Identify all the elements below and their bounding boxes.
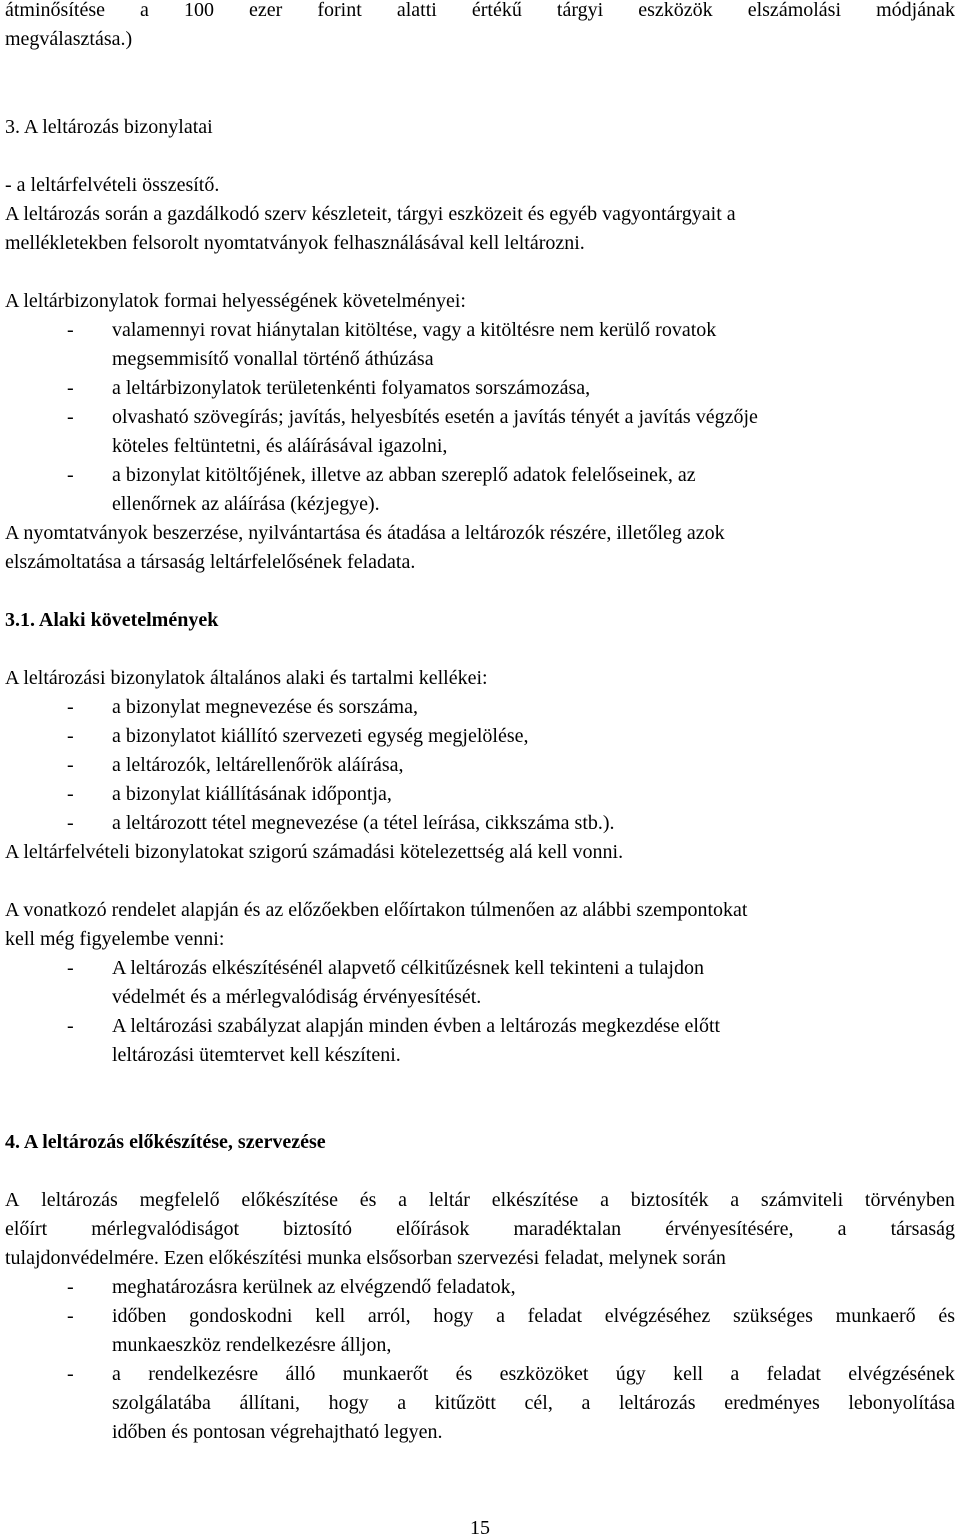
word: a — [730, 1189, 740, 1211]
word: a — [140, 0, 149, 21]
word: biztosíték — [630, 1189, 709, 1211]
list-item — [112, 1304, 955, 1328]
word: értékű — [471, 0, 522, 21]
word: a — [837, 1218, 847, 1240]
word: forint — [317, 0, 362, 21]
word: feladat — [766, 1363, 821, 1385]
list-item: meghatározásra kerülnek az elvégzendő feladatok, — [112, 1276, 516, 1298]
word: ezer — [249, 0, 283, 21]
req-1-line-1: valamennyi rovat hiánytalan kitöltése, vagy a kitöltésre nem kerülő rovatok — [112, 319, 717, 341]
word: érvényesítésére, — [665, 1218, 794, 1240]
item-dash: - — [67, 1363, 74, 1385]
list-item: A leltározás elkészítésénél alapvető célkitűzésnek kell tekinteni a tulajdon — [112, 957, 704, 979]
item-dash: - — [67, 1305, 74, 1327]
list-item: a bizonylatot kiállító szervezeti egység megjelölése, — [112, 725, 529, 747]
list-item — [112, 1362, 955, 1386]
word: számviteli — [760, 1189, 844, 1211]
page-number: 15 — [470, 1517, 490, 1539]
word: a — [600, 1189, 609, 1211]
item-dash: - — [67, 783, 74, 805]
req-1-dash: - — [67, 319, 74, 341]
word: a — [730, 1363, 740, 1385]
req-1-line-2: megsemmisítő vonallal történő áthúzása — [112, 348, 434, 370]
word: eszközök — [638, 0, 713, 21]
word: átminősítése — [5, 0, 105, 21]
item-dash: - — [67, 957, 74, 979]
word: 100 — [183, 0, 214, 21]
req-3-dash: - — [67, 406, 74, 428]
section-3-paragraph-line-1: A leltározás során a gazdálkodó szerv készleteit, tárgyi eszközeit és egyéb vagyontárgyait a — [5, 203, 736, 225]
list-item: védelmét és a mérlegvalódiság érvényesítését. — [112, 986, 482, 1008]
req-2-line-1: a leltárbizonylatok területenkénti folyamatos sorszámozása, — [112, 377, 591, 399]
word: előírt — [5, 1218, 48, 1240]
word: úgy — [615, 1363, 646, 1385]
item-dash: - — [67, 812, 74, 834]
req-4-line-1: a bizonylat kitöltőjének, illetve az abban szereplő adatok felelőseinek, az — [112, 464, 696, 486]
word: biztosító — [283, 1218, 352, 1240]
word: előkészítése — [241, 1189, 338, 1211]
word: társaság — [890, 1218, 955, 1240]
top-line-2: megválasztása.) — [5, 28, 133, 50]
req-2-dash: - — [67, 377, 74, 399]
word: és — [455, 1363, 473, 1385]
word: alatti — [396, 0, 437, 21]
list-item: A leltározási szabályzat alapján minden évben a leltározás megkezdése előtt — [112, 1015, 721, 1037]
after-requirements-line-1: A nyomtatványok beszerzése, nyilvántartása és átadása a leltározók részére, illetőleg azok — [5, 522, 725, 544]
word: és — [938, 1305, 955, 1327]
req-3-line-1: olvasható szövegírás; javítás, helyesbítés esetén a javítás tényét a javítás végzője — [112, 406, 758, 428]
list-item — [112, 1391, 955, 1415]
section-3-1-paragraph-line-2: kell még figyelembe venni: — [5, 928, 225, 950]
word: leltározás — [618, 1392, 696, 1414]
word: eszközöket — [499, 1363, 589, 1385]
word: szolgálatába — [112, 1392, 211, 1414]
section-3-1-intro: A leltározási bizonylatok általános alaki és tartalmi kellékei: — [5, 667, 488, 689]
section-3-heading: 3. A leltározás bizonylatai — [5, 116, 213, 138]
word: a — [398, 1189, 408, 1211]
section-3-1-closing: A leltárfelvételi bizonylatokat szigorú számadási kötelezettség alá kell vonni. — [5, 841, 624, 863]
word: törvényben — [864, 1189, 955, 1211]
word: mérlegvalódiságot — [91, 1218, 240, 1240]
word: tárgyi — [556, 0, 604, 21]
word: elkészítése — [491, 1189, 579, 1211]
top-line-1 — [5, 0, 955, 22]
list-item: munkaeszköz rendelkezésre álljon, — [112, 1334, 392, 1356]
item-dash: - — [67, 1276, 74, 1298]
section-4-paragraph-line-2 — [5, 1217, 955, 1241]
word: hogy — [328, 1392, 369, 1414]
word: feladat — [527, 1305, 583, 1327]
list-item: időben és pontosan végrehajtható legyen. — [112, 1421, 443, 1443]
word: A — [5, 1189, 20, 1211]
word: eredményes — [724, 1392, 820, 1414]
word: előírások — [396, 1218, 470, 1240]
item-dash: - — [67, 696, 74, 718]
word: megfelelő — [139, 1189, 220, 1211]
word: kell — [315, 1305, 346, 1327]
word: a — [112, 1363, 121, 1385]
word: maradéktalan — [513, 1218, 622, 1240]
word: munkaerő — [835, 1305, 916, 1327]
list-item: a leltározott tétel megnevezése (a tétel leírása, cikkszáma stb.). — [112, 812, 615, 834]
word: cél, — [524, 1392, 553, 1414]
section-3-1-paragraph-line-1: A vonatkozó rendelet alapján és az előzőekben előírtakon túlmenően az alábbi szempontokat — [5, 899, 748, 921]
list-item: leltározási ütemtervet kell készíteni. — [112, 1044, 401, 1066]
list-item: a bizonylat megnevezése és sorszáma, — [112, 696, 418, 718]
after-requirements-line-2: elszámoltatása a társaság leltárfelelősének feladata. — [5, 551, 416, 573]
list-item: a bizonylat kiállításának időpontja, — [112, 783, 392, 805]
word: arról, — [367, 1305, 411, 1327]
word: álló — [285, 1363, 316, 1385]
word: kell — [673, 1363, 704, 1385]
word: módjának — [876, 0, 955, 21]
section-4-heading: 4. A leltározás előkészítése, szervezése — [5, 1131, 326, 1153]
word: elvégzéséhez — [604, 1305, 711, 1327]
req-3-line-2: köteles feltüntetni, és aláírásával igazolni, — [112, 435, 448, 457]
section-3-1-heading: 3.1. Alaki követelmények — [5, 609, 219, 631]
word: időben — [112, 1305, 167, 1327]
section-4-paragraph-line-1 — [5, 1188, 955, 1212]
word: elszámolási — [747, 0, 842, 21]
section-3-item: - a leltárfelvételi összesítő. — [5, 174, 220, 196]
req-4-line-2: ellenőrnek az aláírása (kézjegye). — [112, 493, 380, 515]
word: állítani, — [239, 1392, 301, 1414]
word: a — [581, 1392, 591, 1414]
word: elvégzésének — [848, 1363, 955, 1385]
word: hogy — [433, 1305, 474, 1327]
word: a — [397, 1392, 407, 1414]
word: gondoskodni — [189, 1305, 293, 1327]
requirements-intro: A leltárbizonylatok formai helyességének követelményei: — [5, 290, 466, 312]
req-4-dash: - — [67, 464, 74, 486]
item-dash: - — [67, 754, 74, 776]
section-3-paragraph-line-2: mellékletekben felsorolt nyomtatványok felhasználásával kell leltározni. — [5, 232, 585, 254]
word: rendelkezésre — [148, 1363, 259, 1385]
word: a — [496, 1305, 505, 1327]
section-4-paragraph-line-3: tulajdonvédelmére. Ezen előkészítési munka elsősorban szervezési feladat, melynek során — [5, 1247, 726, 1269]
word: és — [359, 1189, 377, 1211]
item-dash: - — [67, 725, 74, 747]
list-item: a leltározók, leltárellenőrök aláírása, — [112, 754, 404, 776]
word: kitűzött — [434, 1392, 496, 1414]
word: munkaerőt — [342, 1363, 429, 1385]
word: leltározás — [41, 1189, 118, 1211]
word: szükséges — [732, 1305, 813, 1327]
word: lebonyolítása — [848, 1392, 955, 1414]
word: leltár — [428, 1189, 470, 1211]
item-dash: - — [67, 1015, 74, 1037]
